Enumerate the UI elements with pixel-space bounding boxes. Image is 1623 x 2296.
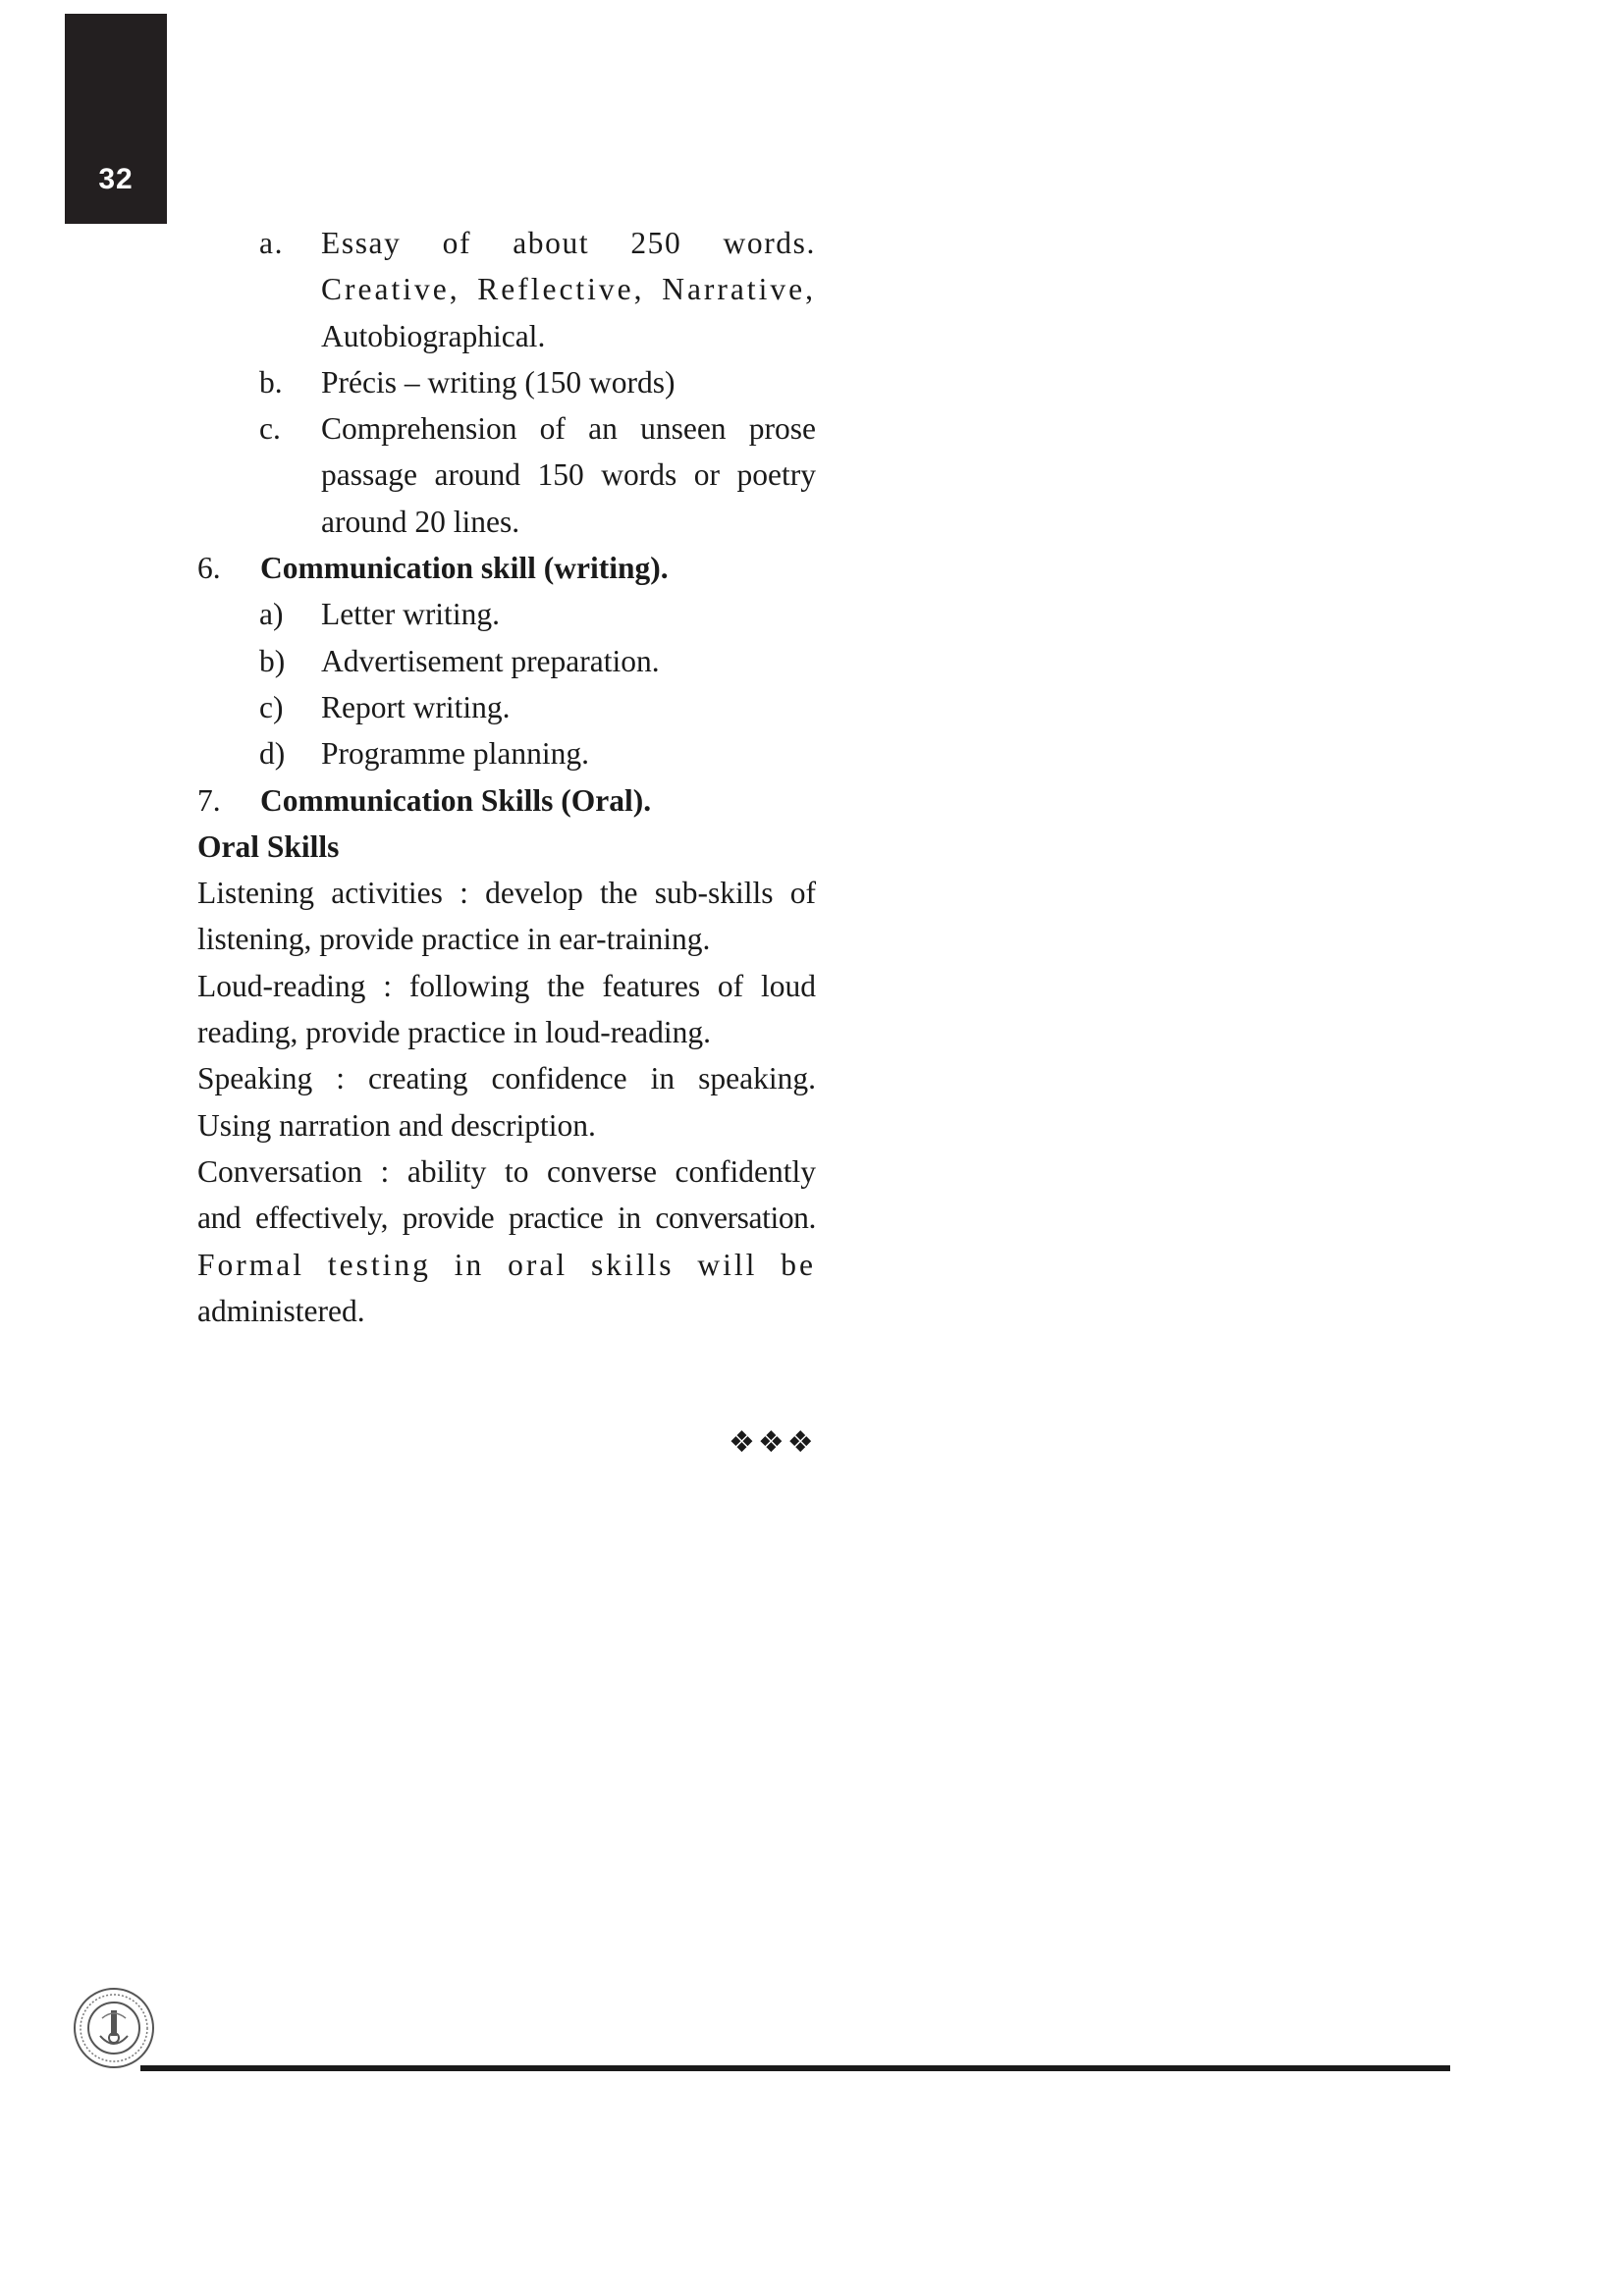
page-content [197,220,816,1334]
list-item-continuation: around 20 lines. [321,504,520,539]
section-number: 7. [197,782,221,818]
section-number: 6. [197,551,221,586]
list-marker: c) [259,689,284,724]
footer-rule [140,2065,1450,2071]
list-item [197,730,816,776]
list-marker: a. [259,226,285,260]
paragraph-line: Formal testing in oral skills will be [197,1247,816,1282]
section-title: Communication Skills (Oral). [260,782,652,818]
list-item [197,638,816,684]
paragraph-line: Loud-reading : following the features of loud [197,968,816,1003]
list-item-continuation: Autobiographical. [321,318,546,353]
paragraph-line: Conversation : ability to converse confidently [197,1153,816,1189]
list-item-b [197,359,816,405]
paragraph-line: Using narration and description. [197,1107,596,1143]
page-number-tab [65,14,167,224]
oral-skills-heading: Oral Skills [197,828,340,864]
list-item-a [197,220,816,266]
list-marker: c. [259,411,281,447]
list-item [197,591,816,637]
list-marker: b. [259,364,283,400]
list-item-c [197,405,816,452]
list-marker: d) [259,736,286,772]
list-item-text: Report writing. [321,689,511,724]
seal-logo-icon [73,1987,155,2069]
list-marker: a) [259,597,284,632]
list-item-text: Programme planning. [321,736,589,772]
list-item-text: Letter writing. [321,597,500,632]
list-item-text: Advertisement preparation. [321,643,660,678]
section-title: Communication skill (writing). [260,551,669,586]
list-item-continuation: Creative, Reflective, Narrative, [321,272,816,307]
list-item [197,684,816,730]
section-6-heading [197,545,816,591]
list-item-text: Essay of about 250 words. [321,226,816,260]
paragraph-line: administered. [197,1293,365,1328]
list-item-continuation: passage around 150 words or poetry [321,457,816,493]
end-ornament: ❖❖❖ [729,1425,817,1460]
paragraph-line: Listening activities : develop the sub-skills of [197,876,816,911]
list-marker: b) [259,643,286,678]
paragraph-line: listening, provide practice in ear-training. [197,922,711,957]
list-item-text: Comprehension of an unseen prose [321,411,816,447]
page-number: 32 [98,163,134,195]
paragraph-line: reading, provide practice in loud-reading. [197,1015,712,1050]
list-item-text: Précis – writing (150 words) [321,364,676,400]
paragraph-line: Speaking : creating confidence in speaking. [197,1061,816,1096]
section-7-heading [197,777,816,824]
paragraph-line: and effectively, provide practice in conversation. [197,1201,816,1236]
